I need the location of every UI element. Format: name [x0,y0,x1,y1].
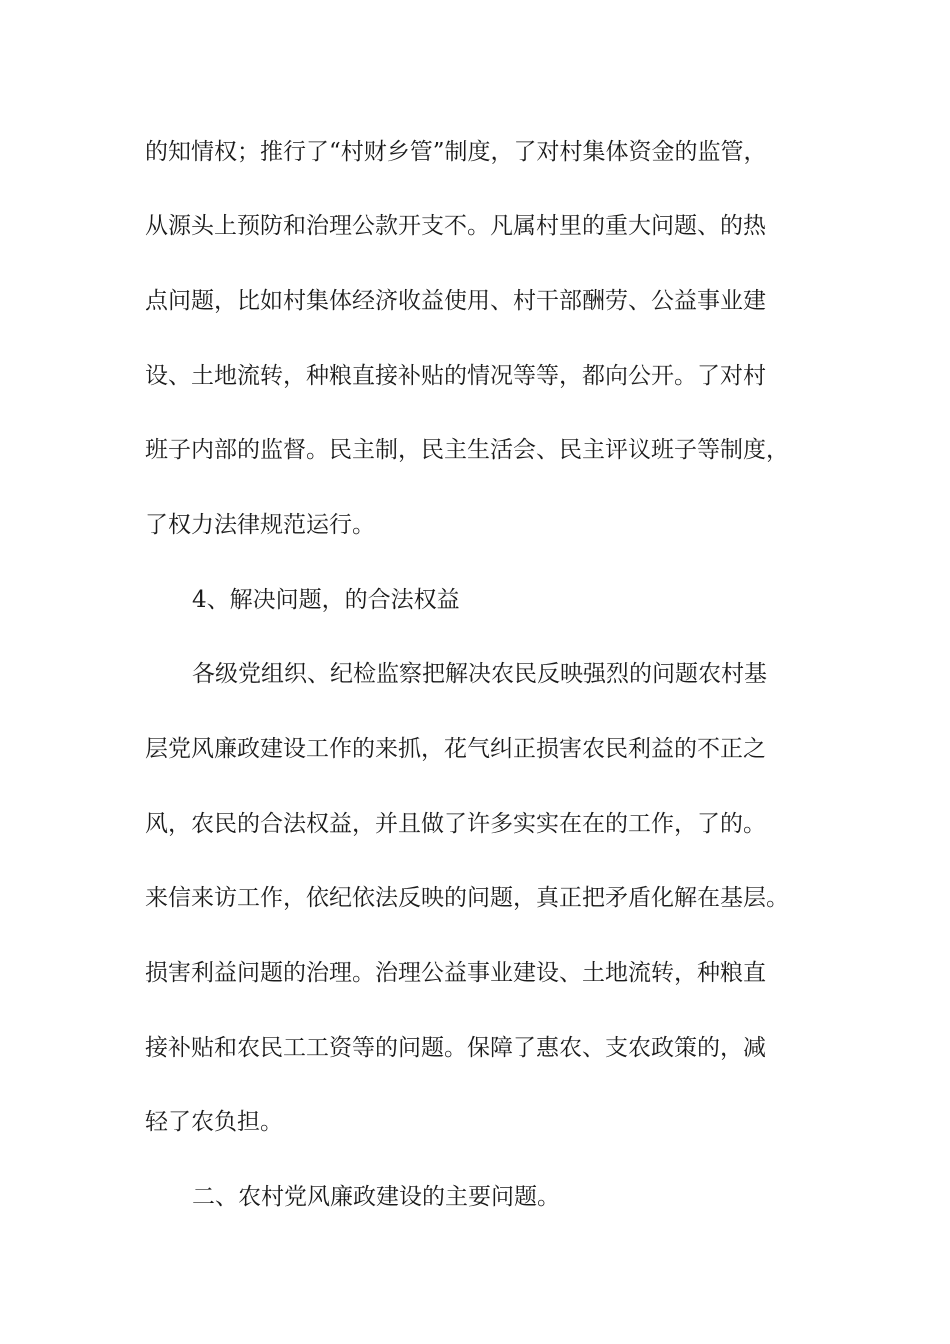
body-text-line: 点问题，比如村集体经济收益使用、村干部酬劳、公益事业建 [145,288,766,314]
body-text-line: 的知情权；推行了“村财乡管”制度，了对村集体资金的监管， [145,139,767,165]
body-text-line: 损害利益问题的治理。治理公益事业建设、土地流转，种粮直 [145,960,766,986]
body-text-line: 设、土地流转，种粮直接补贴的情况等等，都向公开。了对村 [145,363,766,389]
section-heading: 二、农村党风廉政建设的主要问题。 [192,1184,560,1210]
body-text-line: 风，农民的合法权益，并且做了许多实实在在的工作，了的。 [145,811,766,837]
body-text-line: 各级党组织、纪检监察把解决农民反映强烈的问题农村基 [192,661,767,687]
body-text-line: 来信来访工作，依纪依法反映的问题，真正把矛盾化解在基层。 [145,885,789,911]
body-text-line: 轻了农负担。 [145,1109,283,1135]
section-heading: 4、解决问题，的合法权益 [192,587,460,613]
body-text-line: 了权力法律规范运行。 [145,512,375,538]
body-text-line: 层党风廉政建设工作的来抓，花气纠正损害农民利益的不正之 [145,736,766,762]
body-text-line: 从源头上预防和治理公款开支不。凡属村里的重大问题、的热 [145,213,766,239]
body-text-line: 班子内部的监督。民主制，民主生活会、民主评议班子等制度， [145,437,789,463]
body-text-line: 接补贴和农民工工资等的问题。保障了惠农、支农政策的，减 [145,1035,766,1061]
